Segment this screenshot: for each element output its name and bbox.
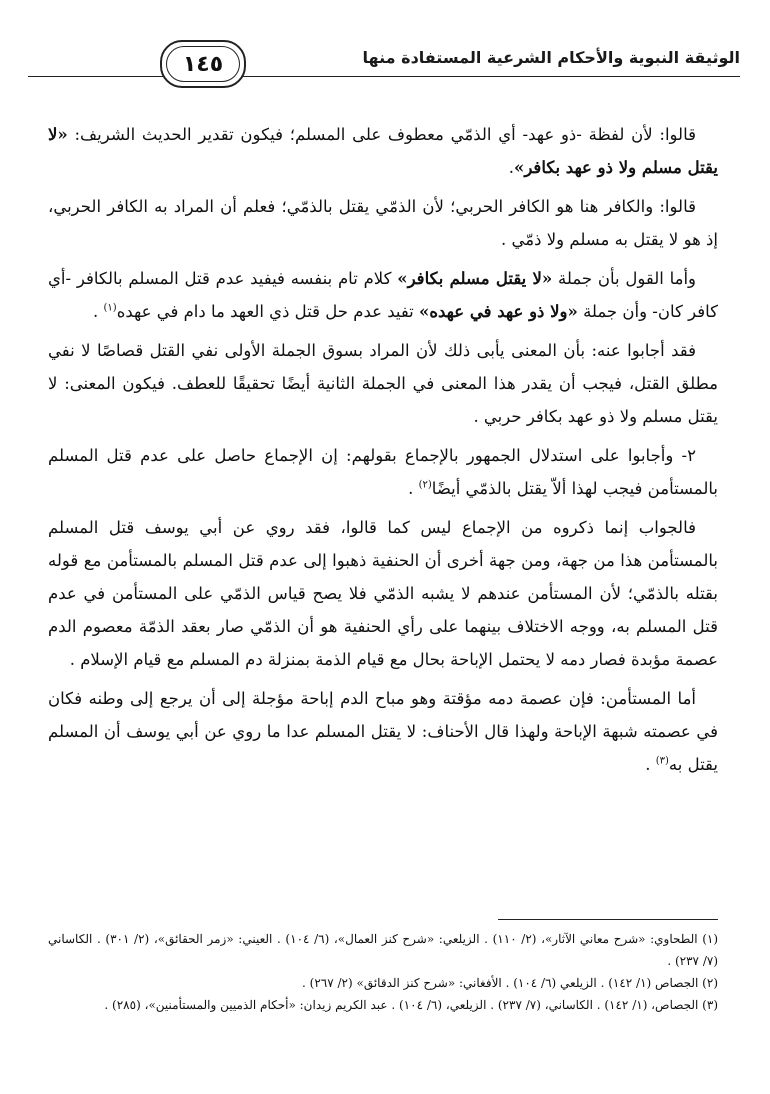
text-segment: كلام تام بنفسه فيفيد عدم قتل المسلم بالكافر -أي كافر كان- وأن جملة bbox=[48, 269, 718, 321]
page-header bbox=[28, 38, 740, 98]
text-segment: تفيد عدم حل قتل ذي العهد ما دام في عهده bbox=[116, 302, 420, 321]
paragraph bbox=[48, 682, 718, 781]
text-segment: . bbox=[645, 755, 656, 774]
text-segment: قالوا: لأن لفظة -ذو عهد- أي الذمّي معطوف على المسلم؛ فيكون تقدير الحديث الشريف: bbox=[67, 125, 696, 144]
text-segment: . bbox=[508, 158, 515, 177]
footnote-ref: (٣) bbox=[655, 755, 669, 767]
running-title: الوثيقة النبوية والأحكام الشرعية المستفادة منها bbox=[362, 48, 740, 67]
paragraph bbox=[48, 262, 718, 328]
text-segment: فالجواب إنما ذكروه من الإجماع ليس كما قالوا، فقد روي عن أبي يوسف قتل المسلم بالمستأمن هذا من جهة، ومن جهة أخرى أن الحنفية ذهبوا إلى عدم قتل المسلم بالمستأمن مع قوله بقتله بالذمّي؛ لأن المستأمن عندهم لا يشبه الذمّي فلا يصح قياس الذمّي على المستأمن في عدم قتل المسلم به، ووجه الاختلاف بينهما على رأي الحنفية هو أن الذمّي صار بعقد الذمّة معصوم الدم عصمة مؤبدة فصار دمه لا يحتمل الإباحة بحال مع قيام الذمة بمنزلة دم المسلم مع قيام الإسلام . bbox=[48, 518, 718, 669]
text-segment: فقد أجابوا عنه: بأن المعنى يأبى ذلك لأن المراد بسوق الجملة الأولى نفي القتل قصاصًا لا نفي مطلق القتل، فيجب أن يقدر هذا المعنى في الجملة الثانية أيضًا تحقيقًا للعطف. فيكون المعنى: لا يقتل مسلم ولا ذو عهد بكافر حربي . bbox=[48, 341, 718, 426]
text-segment: وأما القول بأن جملة bbox=[552, 269, 696, 288]
paragraph bbox=[48, 190, 718, 256]
hadith-quote: «لا يقتل مسلم بكافر» bbox=[397, 269, 553, 288]
paragraph bbox=[48, 334, 718, 433]
page-number: ١٤٥ bbox=[182, 51, 224, 77]
footnote: (٣) الجصاص، (١/ ١٤٢) . الكاساني، (٧/ ٢٣٧) . الزيلعي، (٦/ ١٠٤) . عبد الكريم زيدان: «أحكام الذميين والمستأمنين»، (٢٨٥) . bbox=[104, 998, 718, 1012]
header-rule bbox=[28, 76, 740, 77]
text-segment: أما المستأمن: فإن عصمة دمه مؤقتة وهو مباح الدم إباحة مؤجلة إلى أن يرجع إلى وطنه فكان في عصمته شبهة الإباحة ولهذا قال الأحناف: لا يقتل المسلم عدا ما روي عن أبي يوسف أن المسلم يقتل به bbox=[48, 689, 718, 774]
text-segment: . bbox=[93, 302, 104, 321]
paragraph bbox=[48, 511, 718, 676]
footnotes bbox=[48, 928, 718, 1016]
text-segment: . bbox=[408, 479, 419, 498]
text-segment: ٢- وأجابوا على استدلال الجمهور بالإجماع بقولهم: إن الإجماع حاصل على عدم قتل المسلم بالمستأمن فيجب لهذا ألاّ يقتل بالذمّي أيضًا bbox=[48, 446, 718, 498]
hadith-quote: «لا يقتل مسلم ولا ذو عهد بكافر» bbox=[48, 125, 718, 177]
text-segment: قالوا: والكافر هنا هو الكافر الحربي؛ لأن الذمّي يقتل بالذمّي؛ فعلم أن المراد به الكافر الحربي، إذ هو لا يقتل به مسلم ولا ذمّي . bbox=[48, 197, 718, 249]
footnote: (٢) الجصاص (١/ ١٤٢) . الزيلعي (٦/ ١٠٤) . الأفغاني: «شرح كنز الدقائق» (٢/ ٢٦٧) . bbox=[302, 976, 718, 990]
footnote-ref: (١) bbox=[103, 302, 117, 314]
body-text bbox=[48, 118, 718, 787]
footnote-ref: (٢) bbox=[418, 479, 432, 491]
paragraph bbox=[48, 439, 718, 505]
paragraph bbox=[48, 118, 718, 184]
footnote-rule bbox=[498, 919, 718, 920]
page-number-frame bbox=[160, 40, 246, 88]
footnote: (١) الطحاوي: «شرح معاني الآثار»، (٢/ ١١٠) . الزيلعي: «شرح كنز العمال»، (٦/ ١٠٤) . العيني: «زمر الحقائق»، (٢/ ٣٠١) . الكاساني (٧/ ٢٣٧) . bbox=[48, 932, 719, 968]
hadith-quote: «ولا ذو عهد في عهده» bbox=[419, 302, 578, 321]
